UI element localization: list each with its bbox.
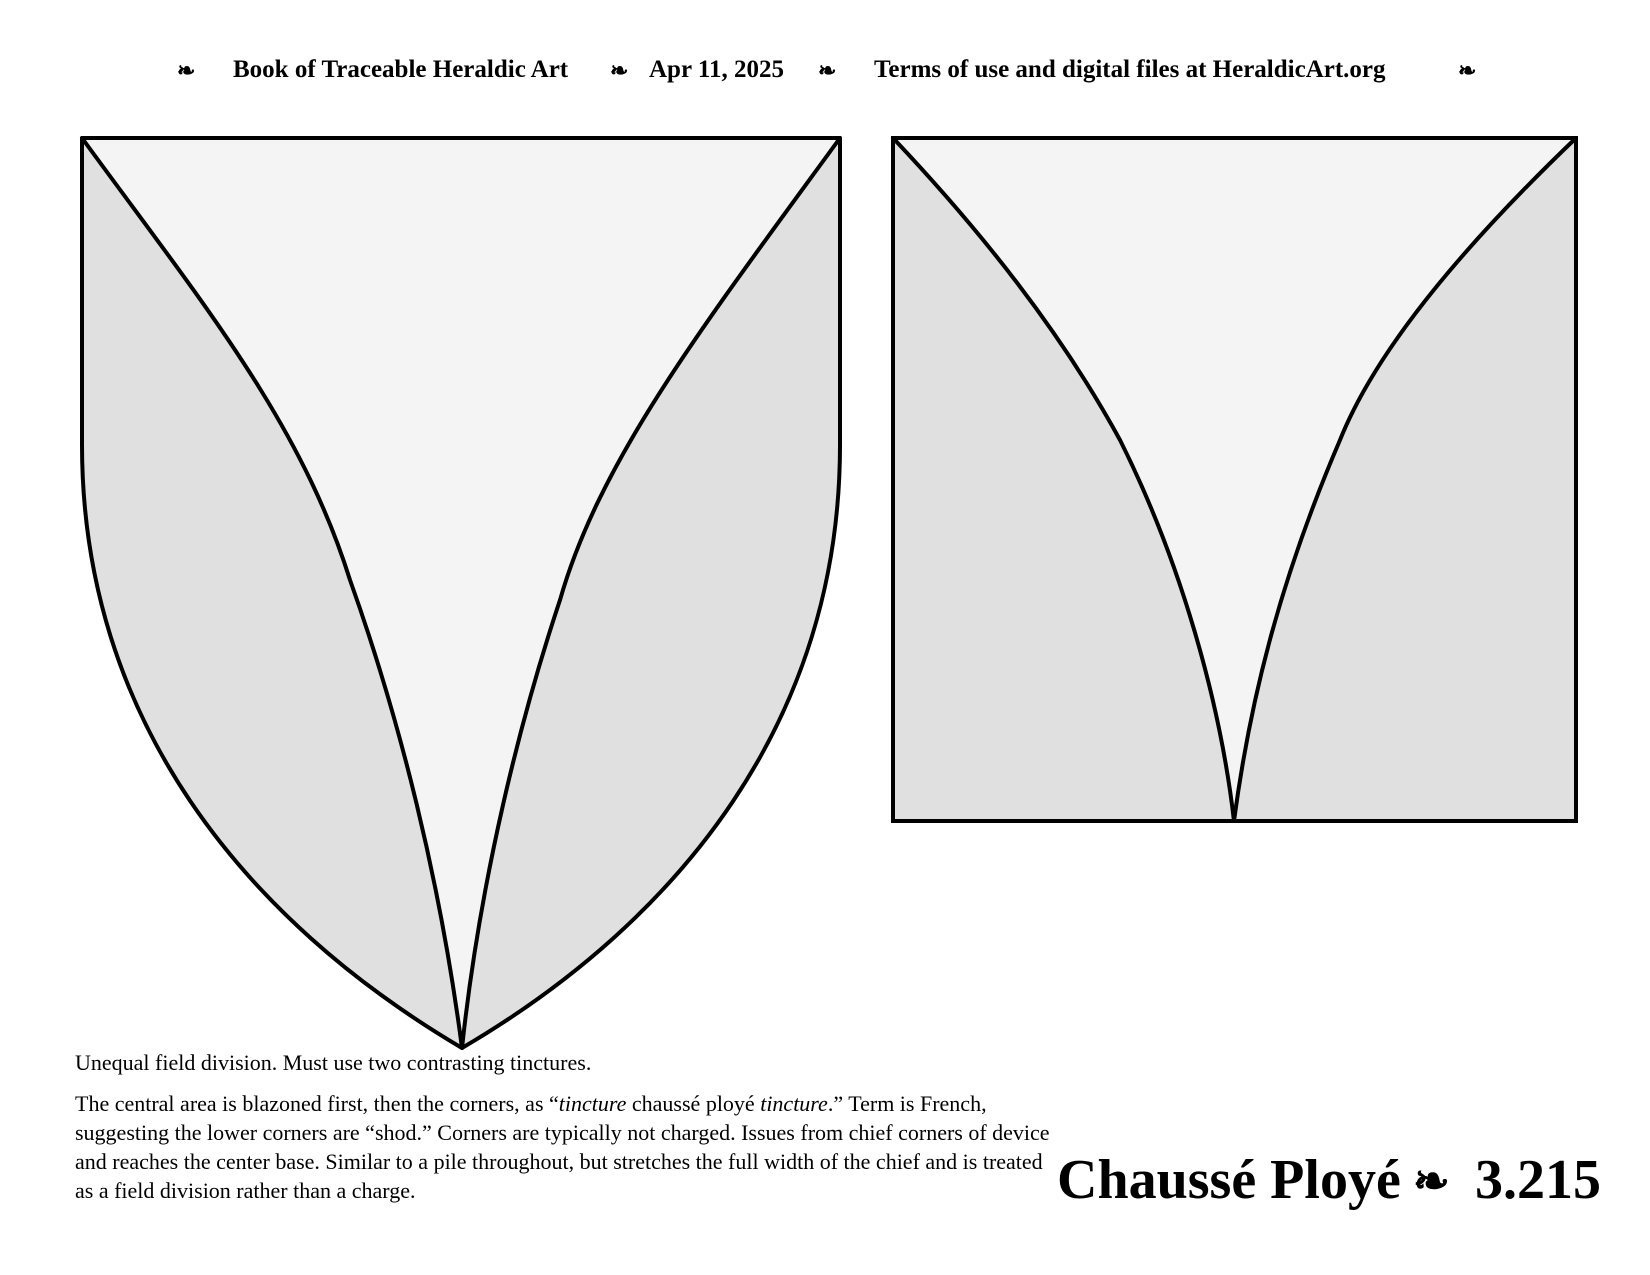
plate-number: 3.215: [1475, 1149, 1601, 1211]
fleuron-ornament-icon: ❧: [1413, 1157, 1450, 1206]
description-summary: Unequal field division. Must use two contrasting tinctures.: [75, 1050, 592, 1075]
terms-of-use: Terms of use and digital files at HeraldicArt.org: [874, 56, 1386, 83]
fleuron-ornament-icon: ❧: [177, 58, 196, 83]
book-title: Book of Traceable Heraldic Art: [233, 56, 569, 83]
shield-figure: [82, 138, 840, 1048]
description-paragraph: The central area is blazoned first, then the corners, as “tincture chaussé ployé tincture.” Term is French, suggesting the lower corners are “shod.” Corners are typically not charged. Issues from chief corners of device and reaches the center base. Similar to a pile throughout, but stretches the full width of the chief and is treated as a field division rather than a charge.: [75, 1091, 1050, 1203]
date: Apr 11, 2025: [649, 56, 784, 83]
fleuron-ornament-icon: ❧: [1458, 58, 1477, 83]
fleuron-ornament-icon: ❧: [610, 58, 629, 83]
square-figure: [893, 138, 1576, 821]
fleuron-ornament-icon: ❧: [818, 58, 837, 83]
division-name: Chaussé Ployé: [1057, 1149, 1401, 1211]
